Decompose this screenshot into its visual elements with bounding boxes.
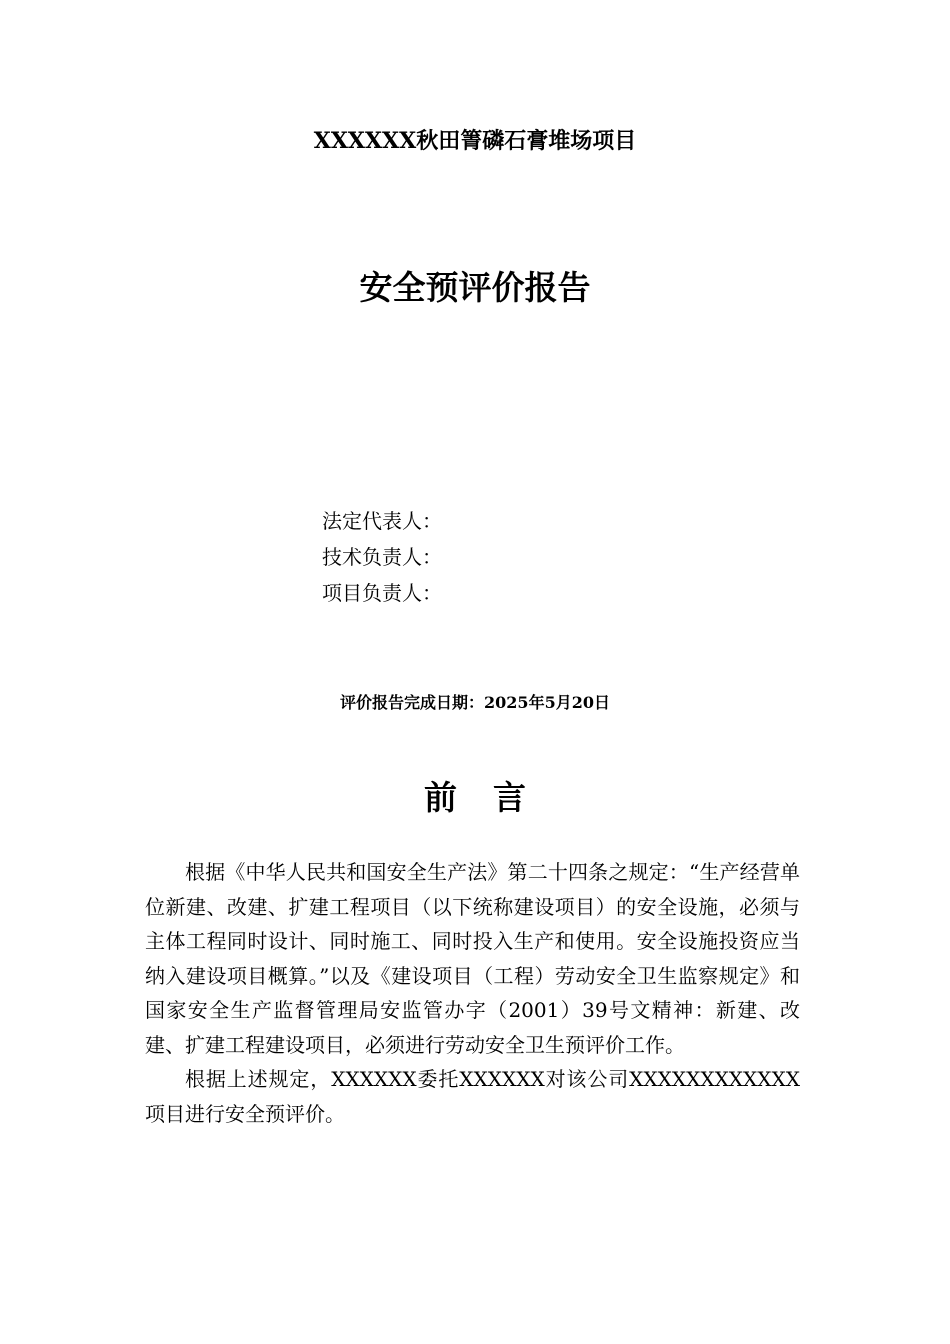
preface-paragraph: 根据上述规定，XXXXXX委托XXXXXX对该公司XXXXXXXXXXXX项目进行安全预评价。 (145, 1067, 800, 1126)
signatory-legal-representative: 法定代表人： (322, 509, 442, 533)
signatory-project-lead: 项目负责人： (322, 581, 442, 605)
preface-body (145, 855, 800, 1131)
completion-date: 评价报告完成日期：2025年5月20日 (340, 693, 610, 712)
project-title: XXXXXX秋田箐磷石膏堆场项目 (313, 128, 637, 154)
signatory-technical-lead: 技术负责人： (322, 545, 442, 569)
preface-paragraph: 根据《中华人民共和国安全生产法》第二十四条之规定：“生产经营单位新建、改建、扩建工程项目（以下统称建设项目）的安全设施，必须与主体工程同时设计、同时施工、同时投入生产和使用。安全设施投资应当纳入建设项目概算。”以及《建设项目（工程）劳动安全卫生监察规定》和国家安全生产监督管理局安监管办字（2001）39号文精神：新建、改建、扩建工程建设项目，必须进行劳动安全卫生预评价工作。 (145, 860, 800, 1057)
signatory-list (322, 503, 442, 611)
preface-heading: 前言 (424, 778, 562, 817)
report-title: 安全预评价报告 (359, 268, 591, 307)
